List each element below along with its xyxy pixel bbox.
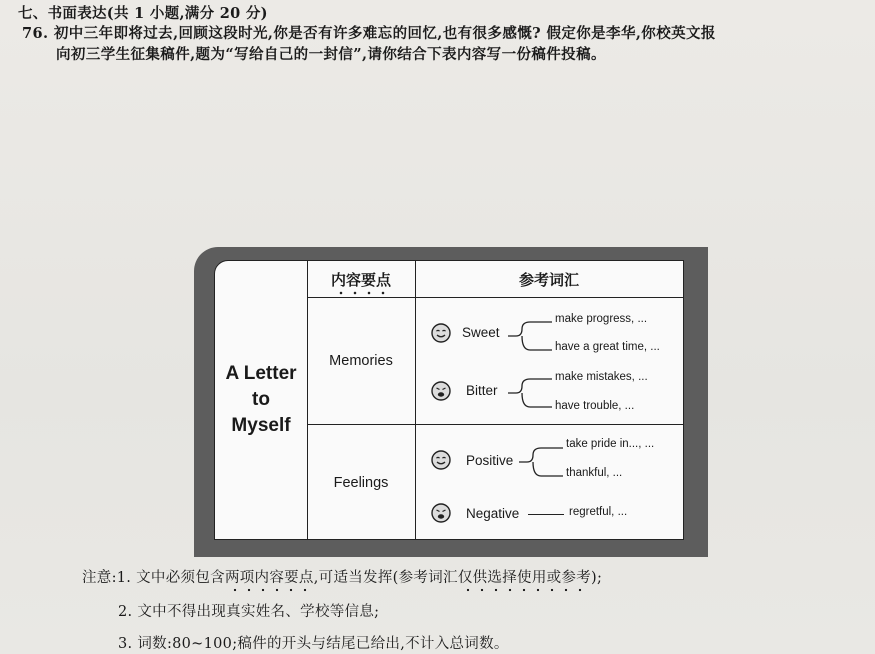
vocab-word-bitter: Bitter bbox=[466, 383, 498, 398]
bracket-connector bbox=[508, 317, 553, 355]
table-title-cell bbox=[215, 261, 307, 539]
vocab-phrase: thankful, ... bbox=[566, 467, 623, 479]
table-title-line: Myself bbox=[231, 415, 291, 436]
smile-face-icon bbox=[431, 323, 451, 343]
note-item-3: 3. 词数:80~100;稿件的开头与结尾已给出,不计入总词数。 bbox=[118, 636, 509, 652]
note-emphasis: 仅供选择使用或参考 bbox=[457, 570, 592, 586]
sad-face-icon bbox=[431, 381, 451, 401]
vocab-phrase: have trouble, ... bbox=[555, 400, 635, 412]
vocab-phrase: regretful, ... bbox=[569, 506, 628, 518]
vocab-word-sweet: Sweet bbox=[462, 325, 500, 340]
note-item-1 bbox=[82, 566, 602, 587]
vocab-phrase: take pride in..., ... bbox=[566, 438, 655, 450]
note-text: ); bbox=[591, 570, 603, 586]
header-content-points-label bbox=[331, 269, 391, 290]
note-text: ,可适当发挥(参考词汇 bbox=[313, 570, 458, 586]
row-label-feelings: Feelings bbox=[333, 474, 389, 491]
table-title-line: to bbox=[252, 389, 270, 410]
note-emphasis: 两项内容要点 bbox=[224, 570, 314, 586]
table-frame bbox=[194, 247, 708, 557]
vocab-phrase: make progress, ... bbox=[555, 313, 648, 325]
vocab-phrase: have a great time, ... bbox=[555, 341, 660, 353]
connector-line bbox=[528, 514, 564, 515]
note-item-2: 2. 文中不得出现真实姓名、学校等信息; bbox=[118, 604, 380, 620]
vocab-phrase: make mistakes, ... bbox=[555, 371, 648, 383]
header-content-points bbox=[307, 261, 415, 297]
table-title bbox=[225, 361, 296, 439]
question-text-line-1: 76. 初中三年即将过去,回顾这段时光,你是否有许多难忘的回忆,也有很多感慨? 假定你是李华,你校英文报 bbox=[22, 25, 716, 42]
sad-face-icon bbox=[431, 503, 451, 523]
header-content-points-text: 内容要点 bbox=[330, 270, 391, 289]
table-title-line: A Letter bbox=[225, 363, 297, 384]
section-title: 七、书面表达(共 1 小题,满分 20 分) bbox=[18, 5, 268, 22]
table-divider bbox=[415, 261, 416, 539]
header-reference-vocabulary: 参考词汇 bbox=[518, 270, 579, 289]
row-label-memories: Memories bbox=[329, 352, 393, 369]
prompt-table bbox=[214, 260, 684, 540]
emphasis-dots bbox=[331, 291, 391, 295]
question-text-line-2: 向初三学生征集稿件,题为“写给自己的一封信”,请你结合下表内容写一份稿件投稿。 bbox=[56, 46, 606, 63]
bracket-connector bbox=[508, 374, 553, 412]
bracket-connector bbox=[519, 443, 564, 481]
vocab-word-positive: Positive bbox=[466, 453, 514, 468]
note-text: 注意:1. 文中必须包含 bbox=[82, 570, 225, 586]
vocab-word-negative: Negative bbox=[466, 506, 520, 521]
smile-face-icon bbox=[431, 450, 451, 470]
